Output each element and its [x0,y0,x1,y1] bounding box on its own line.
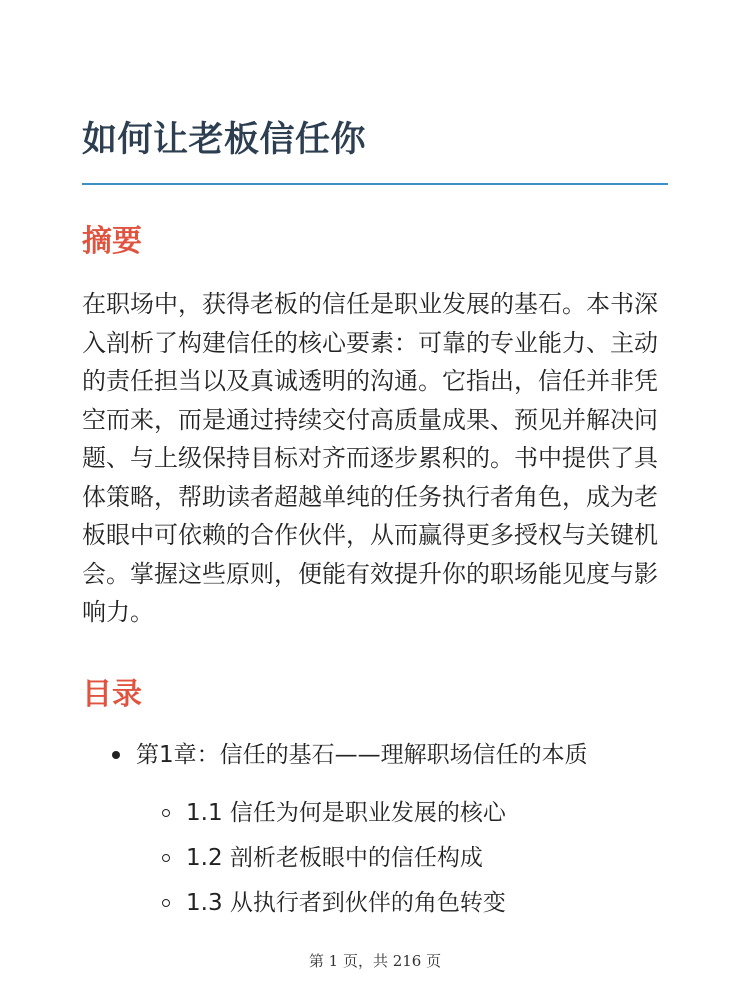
bullet-circle-icon [162,809,170,817]
page-footer: 第 1 页，共 216 页 [308,952,442,970]
bullet-circle-icon [162,854,170,862]
toc-chapter-item [112,737,588,773]
toc-section-item [162,885,506,921]
summary-paragraph: 在职场中，获得老板的信任是职业发展的基石。本书深入剖析了构建信任的核心要素：可靠的专业能力、主动的责任担当以及真诚透明的沟通。它指出，信任并非凭空而来，而是通过持续交付高质量成果、预见并解决问题、与上级保持目标对齐而逐步累积的。书中提供了具体策略，帮助读者超越单纯的任务执行者角色，成为老板眼中可依赖的合作伙伴，从而赢得更多授权与关键机会。掌握这些原则，便能有效提升你的职场能见度与影响力。 [82,290,658,626]
toc-section-label: 1.1 信任为何是职业发展的核心 [186,800,506,826]
toc-section-item [162,840,483,876]
toc-section-label: 1.3 从执行者到伙伴的角色转变 [186,890,506,916]
toc-chapter-label: 第1章：信任的基石——理解职场信任的本质 [136,742,588,768]
document-title: 如何让老板信任你 [82,120,367,160]
toc-heading: 目录 [82,677,142,712]
toc-section-item [162,795,506,831]
title-divider [82,183,668,185]
bullet-circle-icon [162,899,170,907]
summary-heading: 摘要 [82,224,142,259]
bullet-disc-icon [112,751,120,759]
toc-section-label: 1.2 剖析老板眼中的信任构成 [186,845,483,871]
